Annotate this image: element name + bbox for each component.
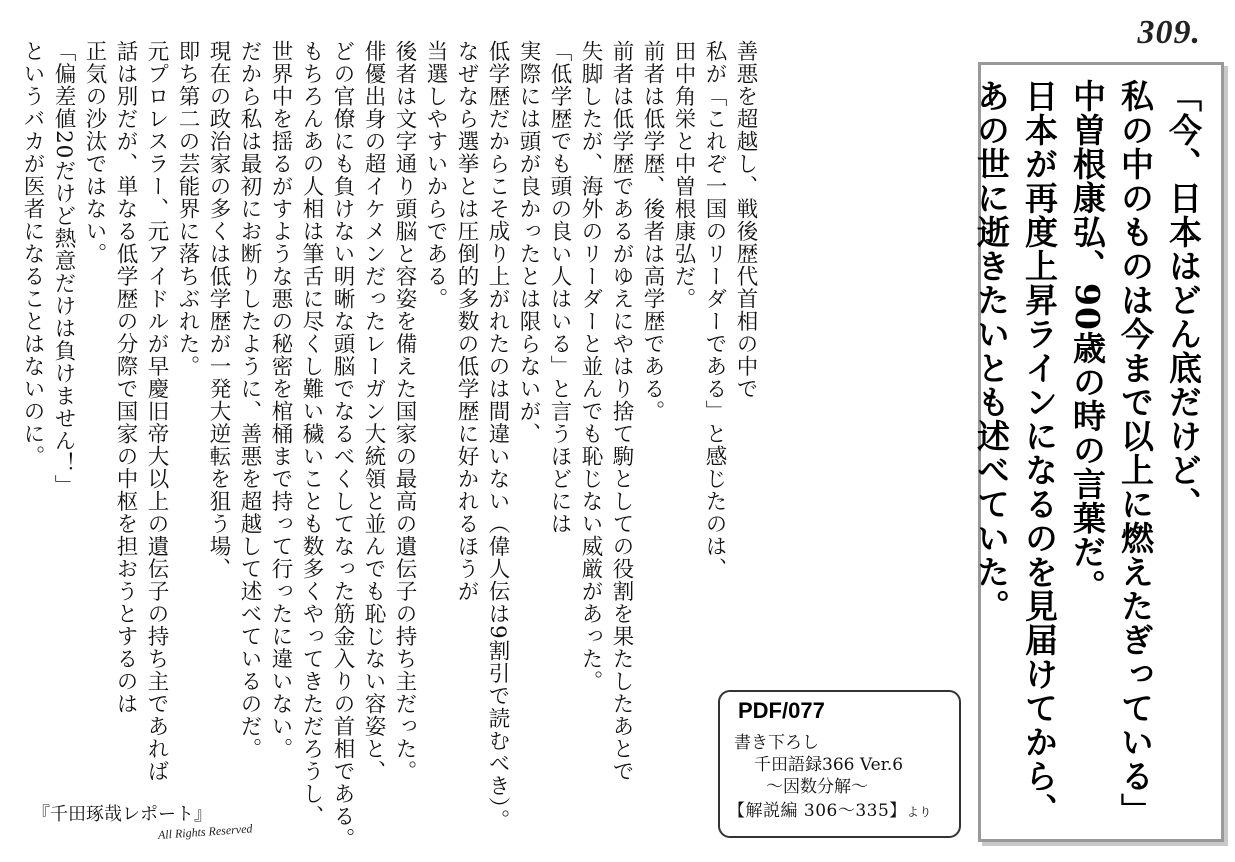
paragraph	[327, 40, 420, 850]
book-volume	[728, 796, 932, 821]
text-line: 即ち第二の芸能界に落ちぶれた。	[175, 40, 200, 378]
text-line: 前者は低学歴であるがゆえにやはり捨て駒としての役割を果たしたあとで	[609, 40, 634, 783]
text-line: 後者は文字通り頭脳と容姿を備えた国家の最高の遺伝子の持ち主だった。	[392, 40, 417, 783]
pdf-code: PDF/077	[738, 698, 825, 723]
quote-box	[972, 62, 1224, 842]
paragraph	[79, 40, 234, 783]
quote-line: 日本が再度上昇ラインになるのを見届けてから、	[1020, 79, 1059, 827]
text-line: 善悪を超越し、戦後歴代首相の中で	[733, 40, 758, 400]
book-title: 千田語録366 Ver.6	[754, 755, 904, 775]
text-line: 実際には頭が良かったとは限らないが、	[516, 40, 541, 445]
text-line: 失脚したが、海外のリーダーと並んでも恥じない威厳があった。	[578, 40, 603, 693]
copyright-notice: All Rights Reserved	[157, 821, 253, 842]
text-line: 現在の政治家の多くは低学歴が一発大逆転を狙う場、	[206, 40, 231, 580]
paragraph	[17, 40, 79, 600]
source-book-box	[718, 690, 961, 838]
text-line: 「低学歴でも頭の良い人はいる」と言うほどには	[547, 40, 572, 535]
text-line: 元プロレスラー、元アイドルが早慶旧帝大以上の遺伝子の持ち主であれば	[144, 40, 169, 783]
text-line: 私が「これぞ一国のリーダーである」と感じたのは、	[702, 40, 727, 580]
text-line: 俳優出身の超イケメンだったレーガン大統領と並んでも恥じない容姿と、	[361, 40, 386, 783]
text-line: 当選しやすいからである。	[423, 40, 448, 310]
book-volume-text: 【解説編 306～335】	[728, 801, 907, 821]
paragraph	[575, 40, 668, 783]
text-line: 「偏差値20だけど熱意だけは負けません！」	[51, 40, 76, 497]
quote-line: 中曽根康弘、90歳の時の言葉だ。	[1068, 79, 1107, 603]
book-note: 書き下ろし	[734, 733, 819, 753]
text-line: 世界中を揺るがすような悪の秘密を棺桶まで持って行ったに違いない。	[268, 40, 293, 760]
paragraph	[420, 40, 575, 832]
quote-line: 「今、日本はどん底だけど、	[1164, 79, 1203, 521]
text-line: 低学歴だからこそ成り上がれたのは間違いない（偉人伝は9割引で読むべき）。	[485, 40, 510, 832]
text-line: なぜなら選挙とは圧倒的多数の低学歴に好かれるほうが	[454, 40, 479, 603]
text-line: 田中角栄と中曽根康弘だ。	[671, 40, 696, 310]
paragraph	[234, 40, 327, 828]
text-line: というバカが医者になることはないのに。	[20, 40, 45, 468]
book-subtitle: ～因数分解～	[766, 777, 868, 797]
quote-line: あの世に逝きたいとも述べていた。	[972, 79, 1011, 623]
text-line: 話は別だが、単なる低学歴の分際で国家の中枢を担おうとするのは	[113, 40, 138, 715]
report-title: 『千田琢哉レポート』	[32, 804, 212, 825]
text-line: だから私は最初にお断りしたように、善悪を超越して述べているのだ。	[237, 40, 262, 760]
text-line: 正気の沙汰ではない。	[82, 40, 107, 265]
page-number: 309.	[1137, 14, 1201, 51]
quote-text	[967, 79, 1207, 827]
book-volume-suffix: より	[906, 805, 932, 819]
text-line: 前者は低学歴、後者は高学歴である。	[640, 40, 665, 423]
text-line: もちろんあの人相は筆舌に尽くし難い穢いことも数多くやってきただろうし、	[299, 40, 324, 828]
quote-line: 私の中のものは今まで以上に燃えたぎっている」	[1116, 79, 1155, 827]
paragraph	[668, 40, 761, 600]
text-line: どの官僚にも負けない明晰な頭脳でなるべくしてなった筋金入りの首相である。	[330, 40, 355, 850]
